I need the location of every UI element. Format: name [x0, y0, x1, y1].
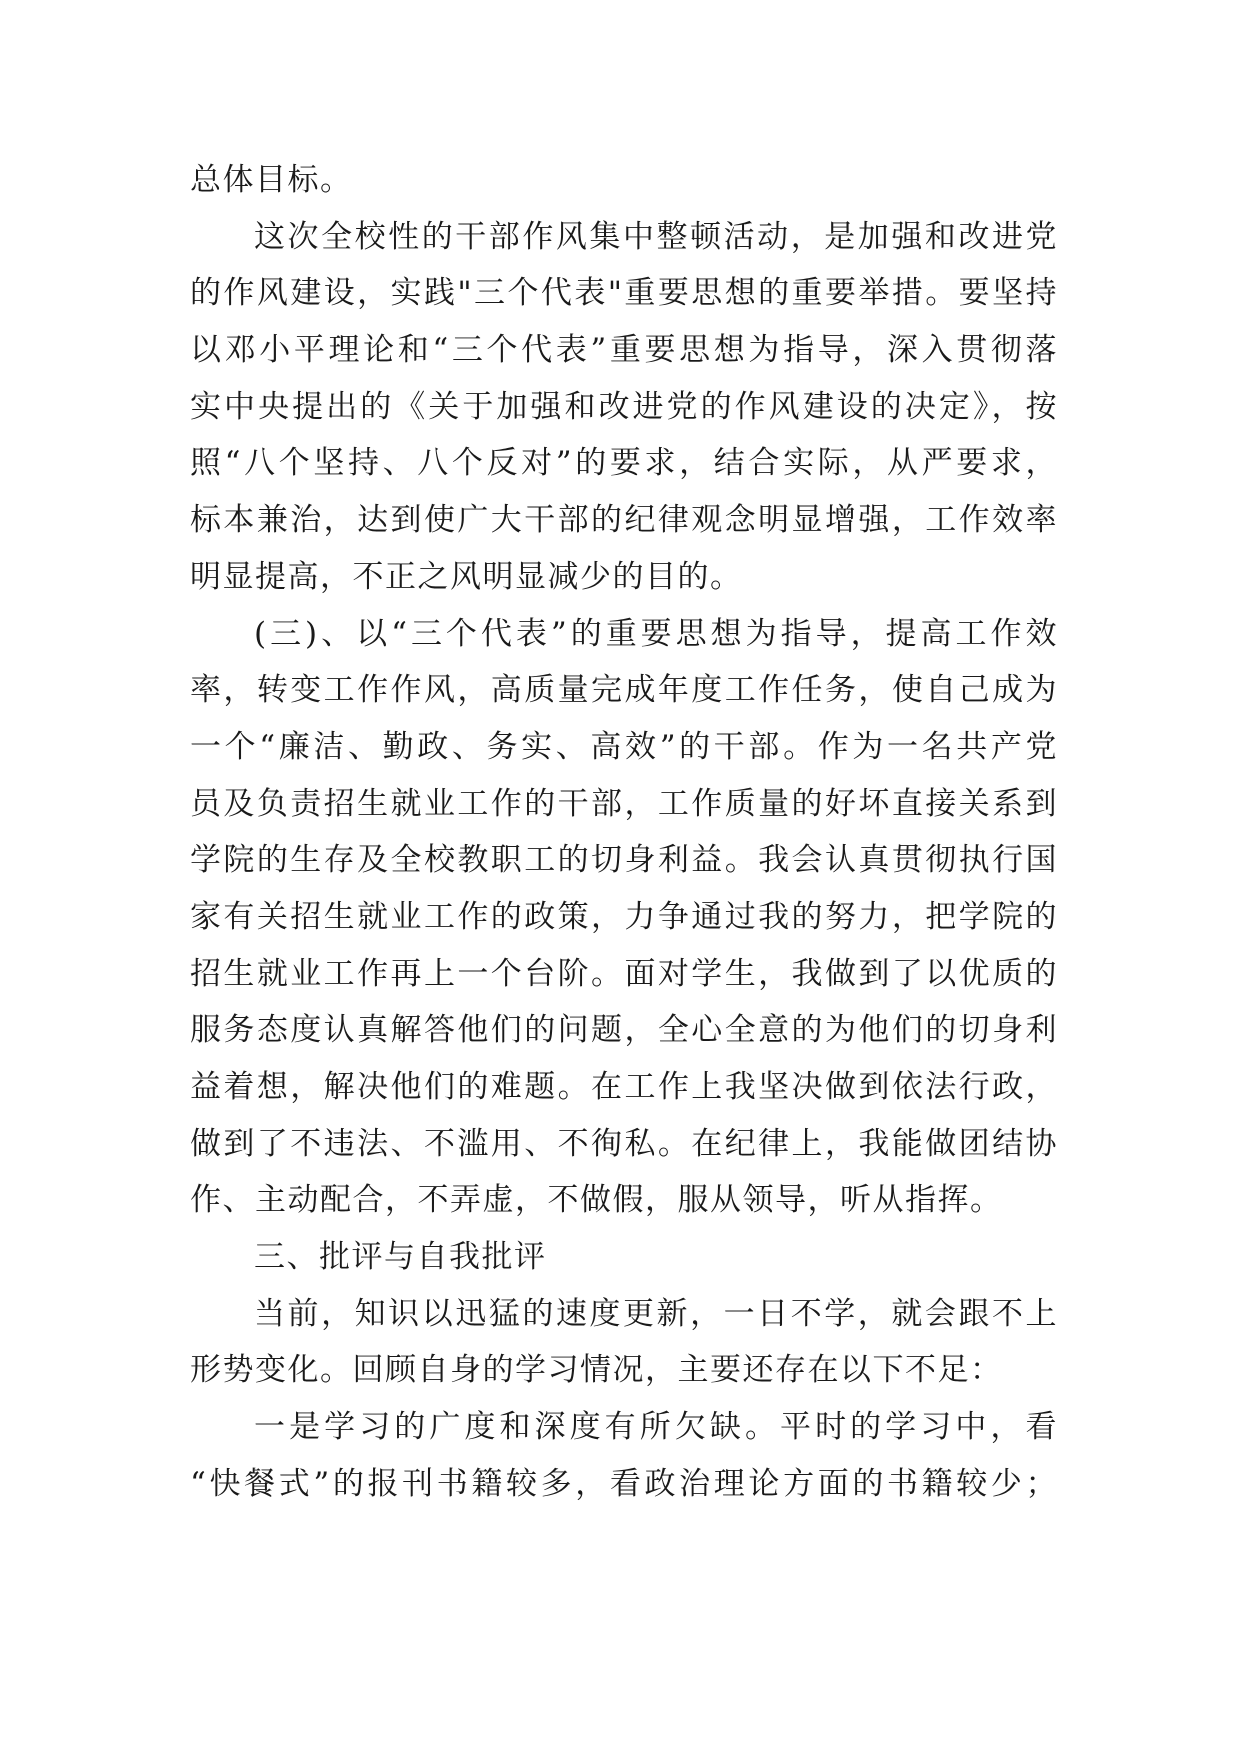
text-line: 家有关招生就业工作的政策，力争通过我的努力，把学院的	[190, 898, 1058, 935]
text-line: 员及负责招生就业工作的干部，工作质量的好坏直接关系到	[190, 785, 1058, 822]
text-line: 明显提高，不正之风明显减少的目的。	[190, 558, 743, 595]
section-heading: 三、批评与自我批评	[254, 1239, 547, 1276]
text-line: 当前，知识以迅猛的速度更新，一日不学，就会跟不上	[254, 1295, 1058, 1332]
text-line: “快餐式”的报刊书籍较多，看政治理论方面的书籍较少；	[190, 1465, 1058, 1502]
text-line: 形势变化。回顾自身的学习情况，主要还存在以下不足：	[190, 1352, 1003, 1389]
text-line: 招生就业工作再上一个台阶。面对学生，我做到了以优质的	[190, 955, 1058, 992]
text-line: 作、主动配合，不弄虚，不做假，服从领导，听从指挥。	[190, 1182, 1003, 1219]
text-line: 一是学习的广度和深度有所欠缺。平时的学习中，看	[254, 1409, 1058, 1446]
text-line: 率，转变工作作风，高质量完成年度工作任务，使自己成为	[190, 672, 1058, 709]
text-line: 总体目标。	[190, 162, 353, 198]
text-line: 做到了不违法、不滥用、不徇私。在纪律上，我能做团结协	[190, 1125, 1058, 1162]
text-line: 以邓小平理论和“三个代表”重要思想为指导，深入贯彻落	[190, 332, 1058, 369]
text-line: 一个“廉洁、勤政、务实、高效”的干部。作为一名共产党	[190, 728, 1058, 765]
text-line: 益着想，解决他们的难题。在工作上我坚决做到依法行政，	[190, 1069, 1058, 1105]
text-line: 学院的生存及全校教职工的切身利益。我会认真贯彻执行国	[190, 842, 1058, 879]
text-line: 实中央提出的《关于加强和改进党的作风建设的决定》，按	[190, 388, 1058, 425]
text-line: 服务态度认真解答他们的问题，全心全意的为他们的切身利	[190, 1012, 1058, 1049]
text-line: 这次全校性的干部作风集中整顿活动，是加强和改进党	[254, 218, 1058, 255]
text-line: 照“八个坚持、八个反对”的要求，结合实际，从严要求，	[190, 445, 1058, 482]
text-line: 的作风建设，实践"三个代表"重要思想的重要举措。要坚持	[190, 275, 1058, 312]
text-line: 标本兼治，达到使广大干部的纪律观念明显增强，工作效率	[190, 502, 1058, 539]
document-body	[190, 152, 1058, 1513]
text-line: (三)、以“三个代表”的重要思想为指导，提高工作效	[254, 615, 1058, 652]
